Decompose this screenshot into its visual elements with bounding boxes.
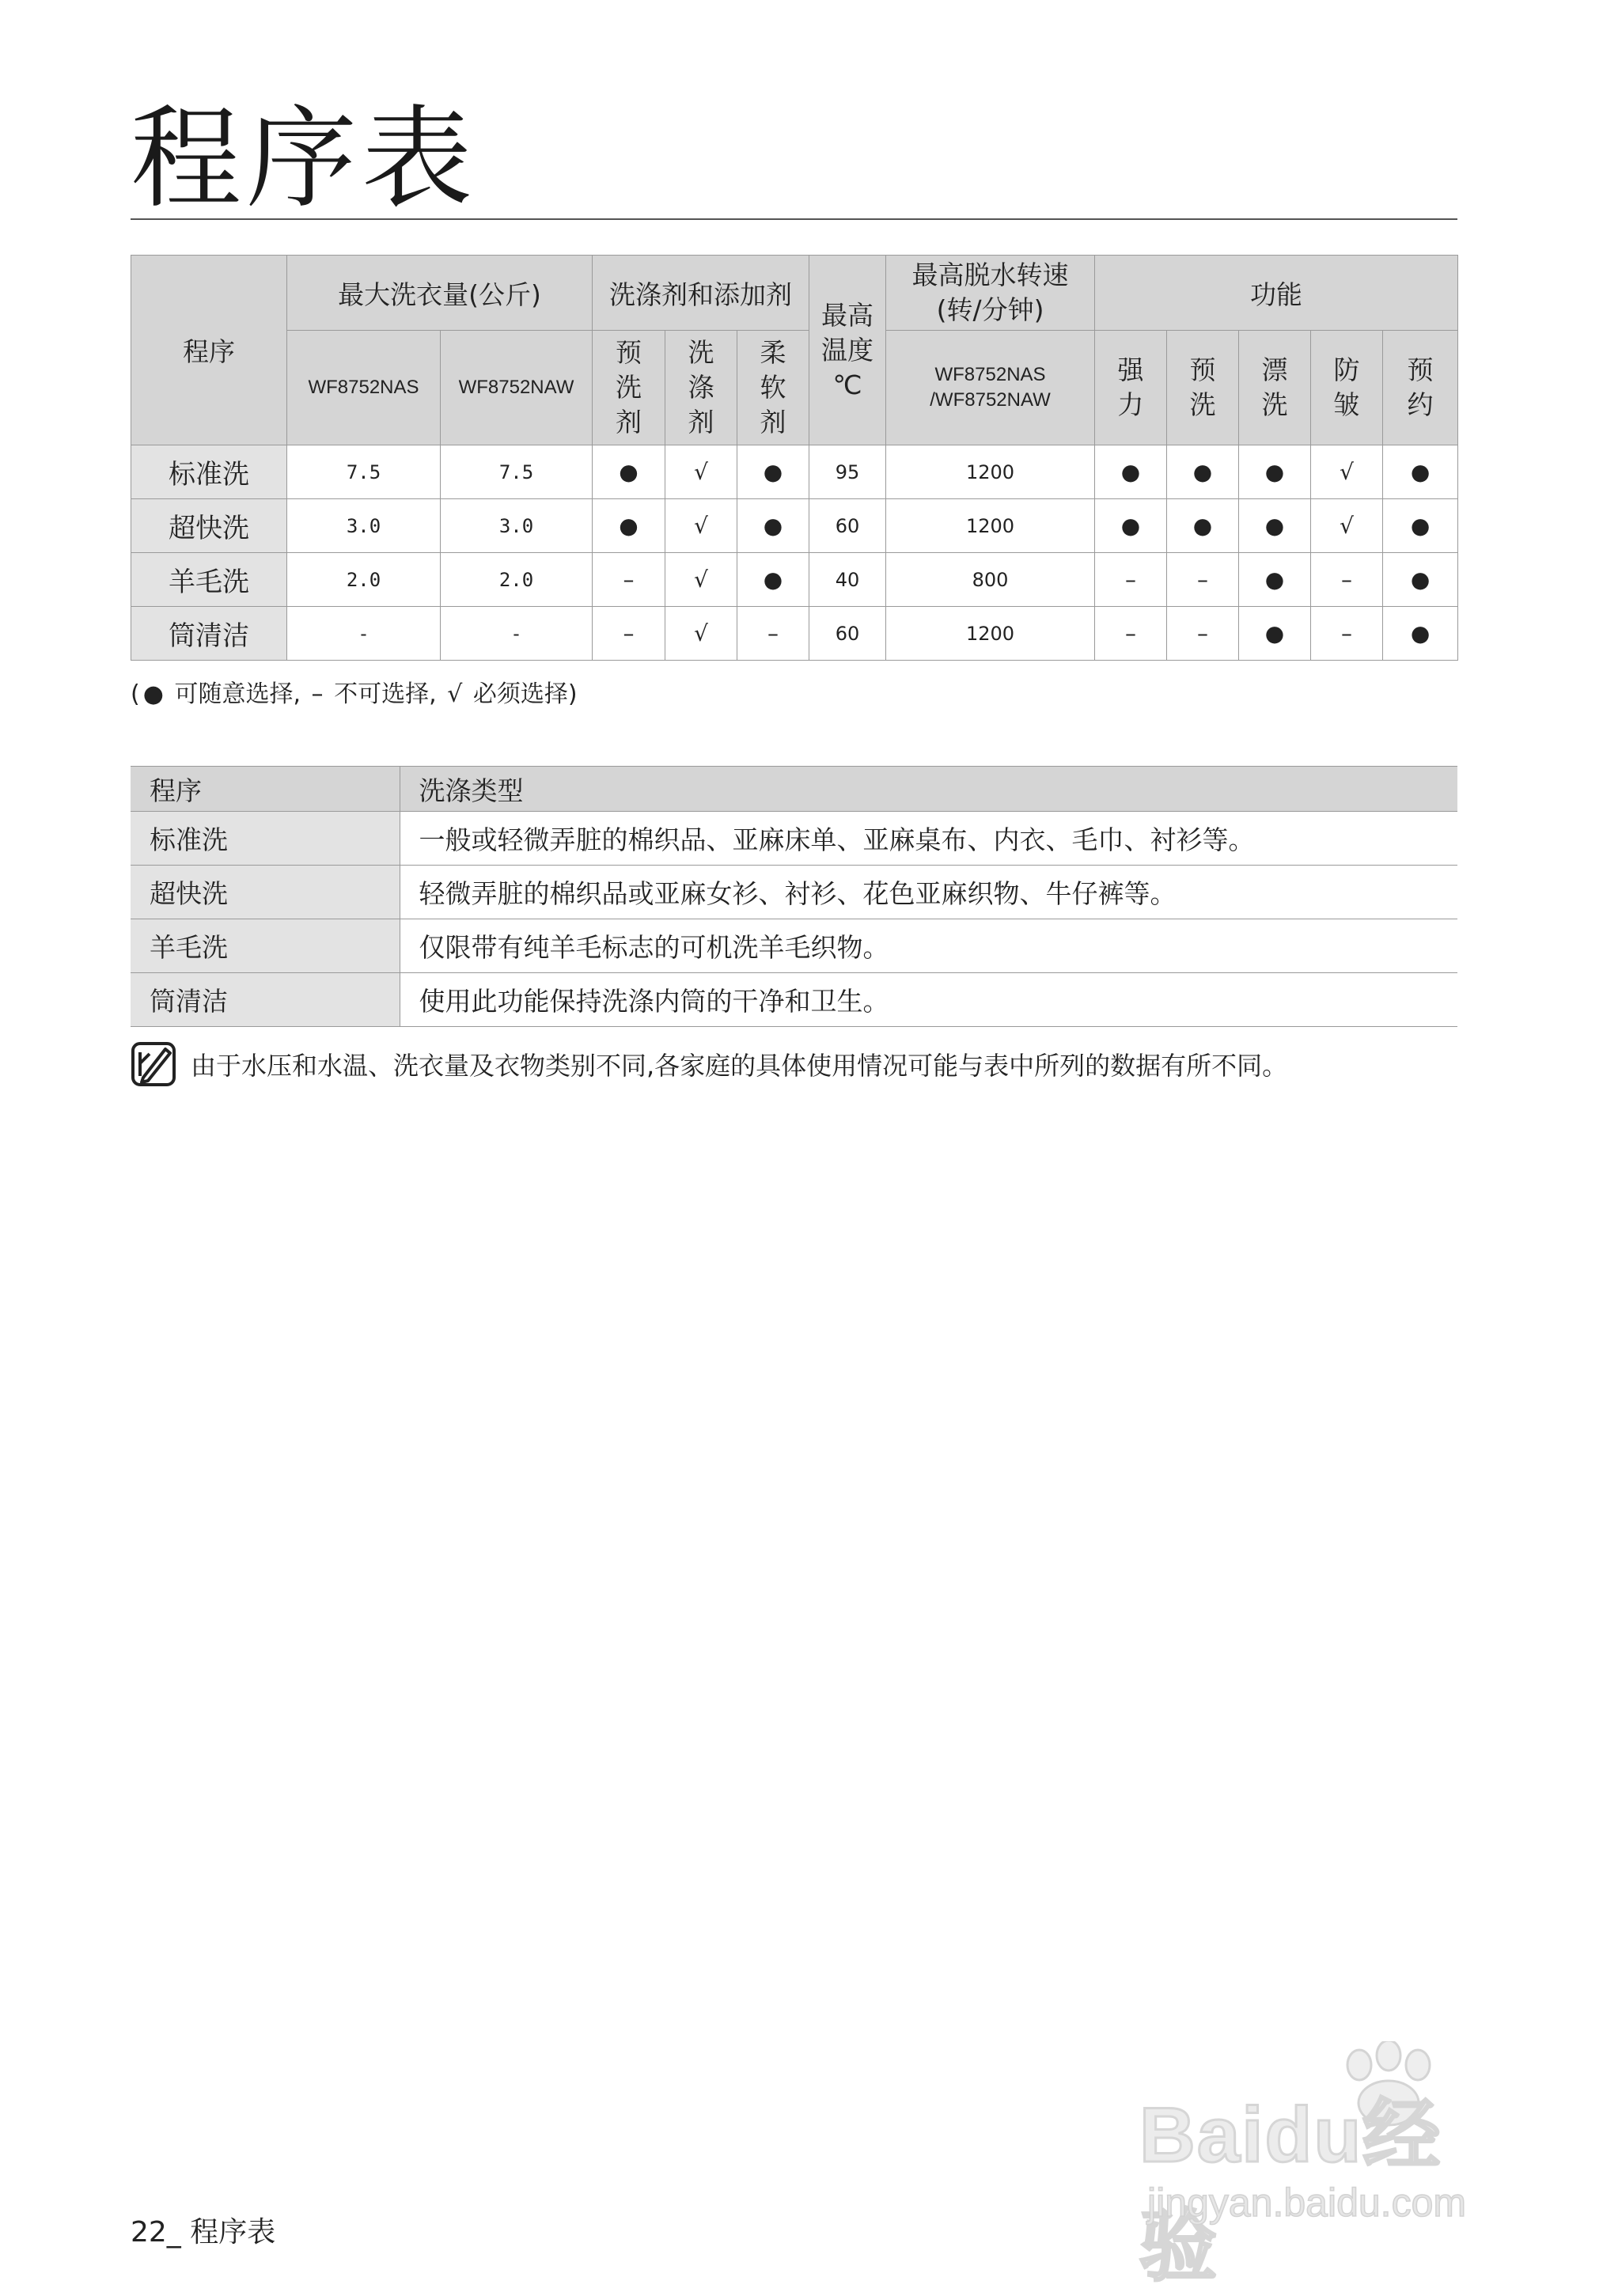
cell-max-temp: 40 <box>809 553 886 607</box>
header-program: 程序 <box>131 767 400 812</box>
header-prewash: 预 洗 <box>1167 331 1239 445</box>
row-program-name: 羊毛洗 <box>131 919 400 973</box>
cell-load-nas: - <box>287 607 441 661</box>
table-row <box>131 553 1458 607</box>
cell-softener: ● <box>737 553 809 607</box>
header-max-temp: 最高 温度 ℃ <box>809 256 886 445</box>
row-description: 仅限带有纯羊毛标志的可机洗羊毛织物。 <box>400 919 1457 973</box>
row-program-name: 筒清洁 <box>131 973 400 1027</box>
symbol-legend: ( ● 可随意选择, – 不可选择, √ 必须选择) <box>131 680 578 708</box>
cell-load-naw: 3.0 <box>441 499 593 553</box>
cell-rinse: ● <box>1239 445 1311 499</box>
cell-load-nas: 7.5 <box>287 445 441 499</box>
dash-symbol: – <box>311 680 324 708</box>
row-program-name: 超快洗 <box>131 499 287 553</box>
cell-max-spin: 1200 <box>886 499 1095 553</box>
cell-anti-crease: – <box>1311 607 1383 661</box>
cell-anti-crease: – <box>1311 553 1383 607</box>
row-program-name: 羊毛洗 <box>131 553 287 607</box>
header-functions: 功能 <box>1095 256 1458 331</box>
cell-main-detergent: √ <box>665 499 737 553</box>
cell-load-nas: 2.0 <box>287 553 441 607</box>
cell-prewash-detergent: ● <box>593 445 665 499</box>
header-wash-type: 洗涤类型 <box>400 767 1457 812</box>
wash-type-table <box>131 766 1457 1027</box>
header-detergent: 洗涤剂和添加剂 <box>593 256 809 331</box>
cell-max-spin: 800 <box>886 553 1095 607</box>
cell-main-detergent: √ <box>665 445 737 499</box>
page-title: 程序表 <box>131 95 478 224</box>
header-intensive: 强 力 <box>1095 331 1167 445</box>
watermark-url: jingyan.baidu.com <box>1147 2180 1467 2225</box>
header-model-nas: WF8752NAS <box>287 331 441 445</box>
row-program-name: 标准洗 <box>131 445 287 499</box>
header-delay: 预 约 <box>1383 331 1458 445</box>
cell-main-detergent: √ <box>665 553 737 607</box>
cell-max-temp: 60 <box>809 607 886 661</box>
watermark <box>1139 2041 1519 2290</box>
cell-prewash-detergent: – <box>593 553 665 607</box>
table-row <box>131 812 1457 866</box>
dot-symbol: ● <box>142 680 164 708</box>
header-spin-model: WF8752NAS /WF8752NAW <box>886 331 1095 445</box>
header-model-naw: WF8752NAW <box>441 331 593 445</box>
cell-load-naw: 7.5 <box>441 445 593 499</box>
cell-max-temp: 95 <box>809 445 886 499</box>
cell-delay: ● <box>1383 607 1458 661</box>
header-max-spin: 最高脱水转速 (转/分钟) <box>886 256 1095 331</box>
row-program-name: 超快洗 <box>131 866 400 919</box>
cell-load-naw: - <box>441 607 593 661</box>
table-row <box>131 499 1458 553</box>
table-row <box>131 866 1457 919</box>
cell-intensive: – <box>1095 607 1167 661</box>
row-program-name: 标准洗 <box>131 812 400 866</box>
row-description: 一般或轻微弄脏的棉织品、亚麻床单、亚麻桌布、内衣、毛巾、衬衫等。 <box>400 812 1457 866</box>
cell-prewash-detergent: ● <box>593 499 665 553</box>
header-max-load: 最大洗衣量(公斤) <box>287 256 593 331</box>
cell-delay: ● <box>1383 445 1458 499</box>
cell-prewash-detergent: – <box>593 607 665 661</box>
row-description: 使用此功能保持洗涤内筒的干净和卫生。 <box>400 973 1457 1027</box>
cell-rinse: ● <box>1239 607 1311 661</box>
program-table <box>131 255 1458 661</box>
table-row <box>131 973 1457 1027</box>
header-program: 程序 <box>131 256 287 445</box>
header-softener: 柔 软 剂 <box>737 331 809 445</box>
cell-prewash: – <box>1167 607 1239 661</box>
cell-softener: ● <box>737 445 809 499</box>
cell-softener: ● <box>737 499 809 553</box>
row-program-name: 筒清洁 <box>131 607 287 661</box>
header-rinse: 漂 洗 <box>1239 331 1311 445</box>
cell-anti-crease: √ <box>1311 445 1383 499</box>
cell-load-naw: 2.0 <box>441 553 593 607</box>
cell-prewash: ● <box>1167 445 1239 499</box>
table-row <box>131 919 1457 973</box>
cell-rinse: ● <box>1239 553 1311 607</box>
cell-softener: – <box>737 607 809 661</box>
cell-rinse: ● <box>1239 499 1311 553</box>
cell-max-spin: 1200 <box>886 607 1095 661</box>
watermark-logo: Baidu经验 <box>1139 2091 1442 2290</box>
cell-max-temp: 60 <box>809 499 886 553</box>
table-row <box>131 445 1458 499</box>
cell-prewash: – <box>1167 553 1239 607</box>
cell-delay: ● <box>1383 553 1458 607</box>
note <box>131 1041 1287 1087</box>
row-description: 轻微弄脏的棉织品或亚麻女衫、衬衫、花色亚麻织物、牛仔裤等。 <box>400 866 1457 919</box>
note-text: 由于水压和水温、洗衣量及衣物类别不同,各家庭的具体使用情况可能与表中所列的数据有所不同。 <box>191 1051 1288 1081</box>
table-row <box>131 607 1458 661</box>
header-prewash-detergent: 预 洗 剂 <box>593 331 665 445</box>
cell-intensive: ● <box>1095 499 1167 553</box>
header-anti-crease: 防 皱 <box>1311 331 1383 445</box>
header-main-detergent: 洗 涤 剂 <box>665 331 737 445</box>
cell-intensive: – <box>1095 553 1167 607</box>
cell-delay: ● <box>1383 499 1458 553</box>
cell-main-detergent: √ <box>665 607 737 661</box>
check-symbol: √ <box>447 680 463 708</box>
cell-intensive: ● <box>1095 445 1167 499</box>
cell-load-nas: 3.0 <box>287 499 441 553</box>
page-footer: 22_ 程序表 <box>131 2216 276 2249</box>
title-rule <box>131 218 1457 220</box>
note-pencil-icon <box>131 1041 176 1087</box>
cell-max-spin: 1200 <box>886 445 1095 499</box>
cell-prewash: ● <box>1167 499 1239 553</box>
cell-anti-crease: √ <box>1311 499 1383 553</box>
